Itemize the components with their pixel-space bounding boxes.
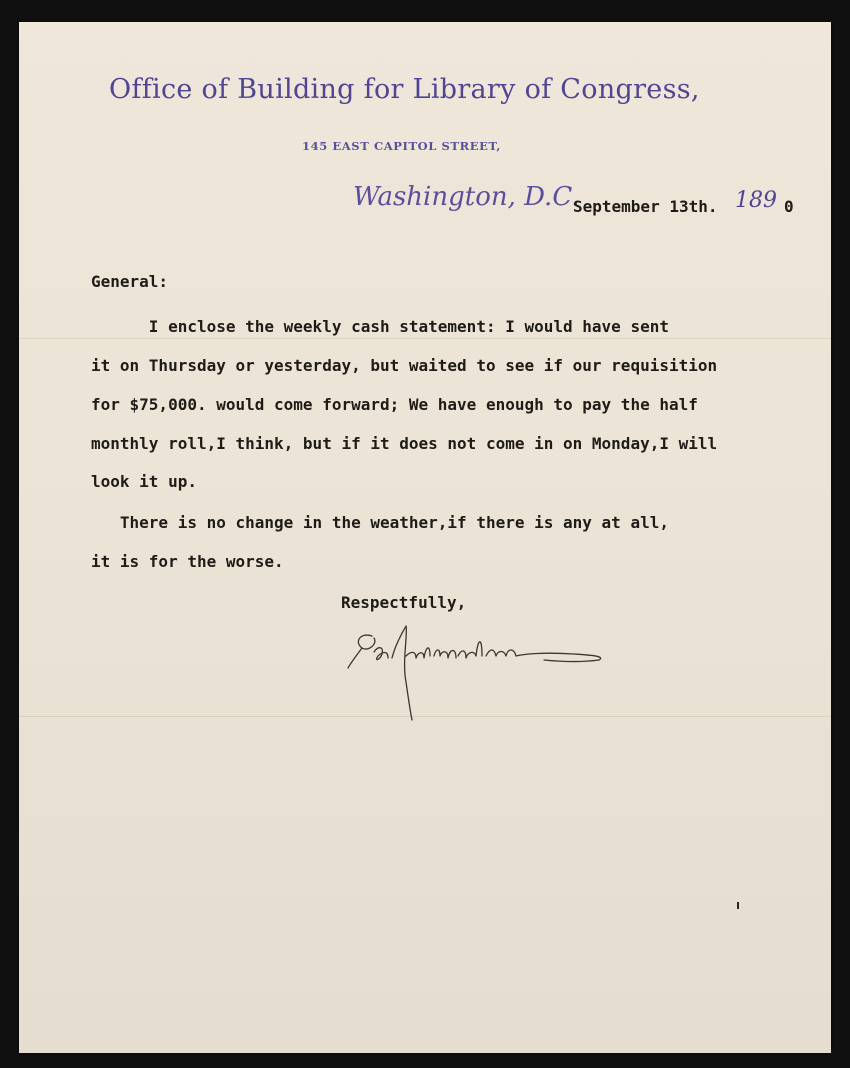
ink-speck xyxy=(737,902,739,909)
body-line: look it up. xyxy=(91,472,197,491)
letterhead-place: Washington, D.C. xyxy=(353,182,580,212)
typed-date: September 13th. xyxy=(573,197,718,216)
body-line: for $75,000. would come forward; We have enough to pay the half xyxy=(91,395,698,414)
body-line: I enclose the weekly cash statement: I would have sent xyxy=(91,317,669,336)
handwritten-year: 189 xyxy=(735,188,777,213)
salutation: General: xyxy=(91,272,169,291)
closing: Respectfully, xyxy=(341,593,467,612)
body-line: it is for the worse. xyxy=(91,552,284,571)
typed-year-digit: 0 xyxy=(784,197,794,216)
letter-paper xyxy=(19,22,831,1053)
paper-fold-line xyxy=(19,338,831,339)
letterhead-address: 145 EAST CAPITOL STREET, xyxy=(302,139,501,153)
handwritten-signature xyxy=(344,622,604,722)
body-line: it on Thursday or yesterday, but waited to see if our requisition xyxy=(91,356,718,375)
body-line: monthly roll,I think, but if it does not come in on Monday,I will xyxy=(91,434,718,453)
body-line: There is no change in the weather,if there is any at all, xyxy=(91,513,669,532)
letterhead-title: Office of Building for Library of Congress, xyxy=(109,74,700,105)
